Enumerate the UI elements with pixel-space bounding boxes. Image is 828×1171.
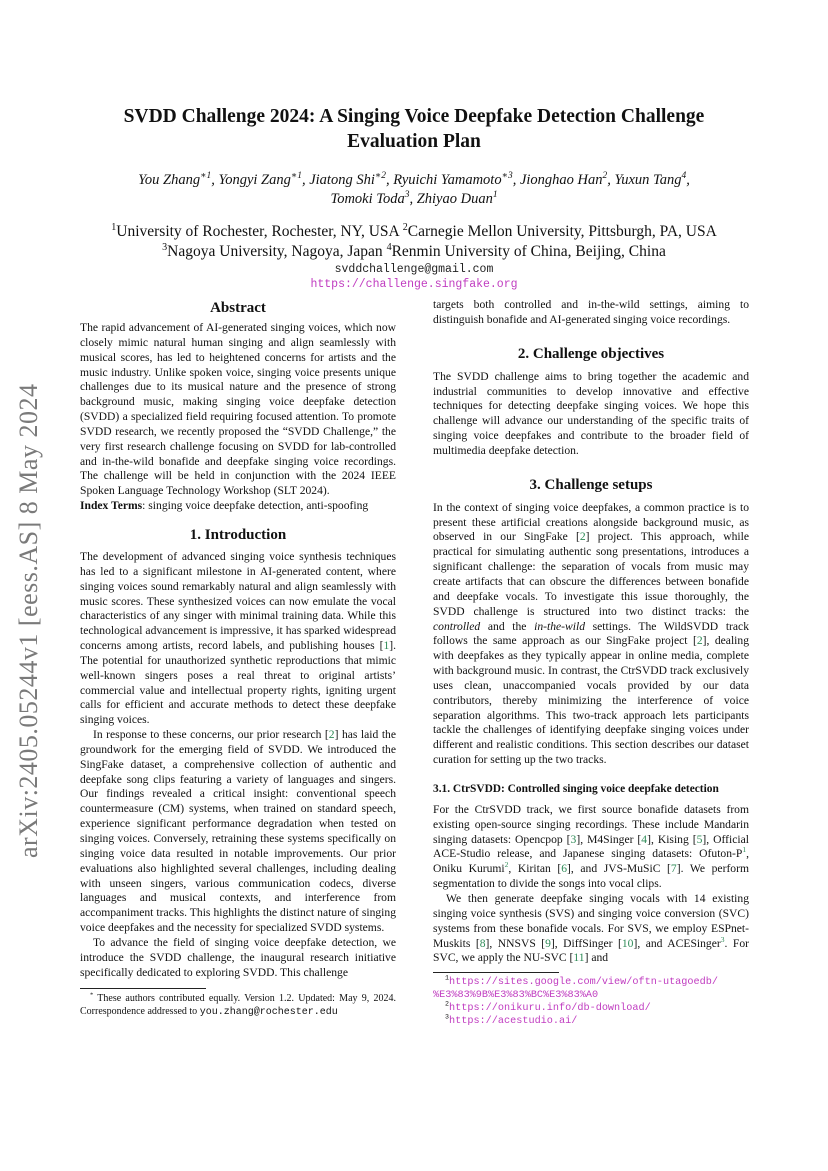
intro-paragraph: In response to these concerns, our prior research [2] has laid the groundwork for the emerging field of SVDD. We introduced the SingFake dataset, a comprehensive collection of authentic and deepfake song clips featuring a variety of languages and singers. Our findings revealed a critical insight: conventional speech countermeasure (CM) systems, when trained on standard speech, experience significant performance degradation when tested on singing voices. Conversely, retraining these systems specifically on singing voice data resulted in notable improvements. Our prior evaluations also highlighted several challenges, including dealing with unseen singers, various communication codecs, diverse languages and musical contexts, and interference from accompaniment tracks. This highlights the distinct nature of singing voice deepfakes and the necessity for specialized SVDD systems. <box>80 728 396 935</box>
citation-link[interactable]: 9 <box>545 936 551 950</box>
affiliation: Nagoya University, Nagoya, Japan <box>167 243 383 260</box>
author: Zhiyao Duan <box>416 191 493 207</box>
paper-title: SVDD Challenge 2024: A Singing Voice Deepfake Detection Challenge Evaluation Plan <box>123 106 705 152</box>
author: Jiatong Shi <box>309 172 375 188</box>
affiliation: Carnegie Mellon University, Pittsburgh, PA, USA <box>407 223 717 240</box>
footnote-authors: * These authors contributed equally. Version 1.2. Updated: May 9, 2024. Correspondence addressed to you.zhang@rochester.edu <box>80 992 396 1019</box>
footnote-rule <box>80 988 206 989</box>
author-list: You Zhang$^{∗1}$, Yongyi Zang$^{∗1}$, Jiatong Shi$^{∗2}$, Ryuichi Yamamoto$^{∗3}$, Jionghao Han$^2$, Yuxun Tang$^4$, Tomoki Toda$^3$, Zhiyao Duan$^1$ <box>138 171 690 207</box>
citation-link[interactable]: 2 <box>696 634 703 648</box>
contact-email: svddchallenge@gmail.com <box>334 263 494 276</box>
setups-text: In the context of singing voice deepfakes, a common practice is to present these artificial creations alongside background music, as observed in our SingFake [2] project. This approach, while practical for simulating authentic song presentations, introduces a significant challenge: the separation of vocals from music may create artifacts that can obscure the differences between bonafide and deepfake vocals. To investigate this issue thoroughly, the SVDD challenge is structured into two distinct tracks: the controlled and the in-the-wild settings. The WildSVDD track follows the same approach as our SingFake project [2], dealing with deepfakes as they typically appear in online media, complete with background music. In contrast, the CtrSVDD track exclusively uses clean, unaccompanied vocals provided by our data contributors, thereby minimizing the interference of voice separation algorithms. This two-track approach lets participants tackle the challenges of identifying deepfake singing voices under different and realistic conditions. This section describes our dataset curation for setting up the two tracks. <box>433 500 749 767</box>
footnote-rule <box>433 972 559 973</box>
citation-link[interactable]: 2 <box>579 530 586 544</box>
footnote-url-continuation[interactable]: %E3%83%9B%E3%83%BC%E3%83%A0 <box>433 990 599 1002</box>
setups-heading: 3. Challenge setups <box>529 476 653 493</box>
footnote-ref[interactable]: 1 <box>742 845 747 855</box>
arxiv-identifier: arXiv:2405.05244v1 [eess.AS] 8 May 2024 <box>14 383 43 858</box>
citation-link[interactable]: 1 <box>383 639 390 653</box>
abstract-text: The rapid advancement of AI-generated singing voices, which now closely mimic natural human singing and align seamlessly with musical scores, has led to heightened concerns for artists and the music industry. Unlike spoken voice, singing voice presents unique challenges due to its musical nature and the presence of strong background music, making singing voice deepfake detection (SVDD) a specialized field requiring focused attention. To promote SVDD research, we recently proposed the “SVDD Challenge,” the very first research challenge focusing on SVDD for lab-controlled and in-the-wild bonafide and deepfake singing voice recordings. The challenge will be held in conjunction with the 2024 IEEE Spoken Language Technology Workshop (SLT 2024). <box>80 321 396 498</box>
author-mark: ∗1 <box>290 171 302 182</box>
citation-link[interactable]: 6 <box>561 862 568 876</box>
left-column <box>80 298 396 1020</box>
citation-link[interactable]: 3 <box>570 832 577 846</box>
footnotes <box>433 973 749 1028</box>
abstract-heading: Abstract <box>210 300 266 316</box>
intro-paragraph: The development of advanced singing voice synthesis techniques has led to a significant milestone in AI-generated content, where singing voices sound remarkably natural and align seamlessly with music scores. These synthesized voices can now emulate the vocal characteristics of any singer with minimal training data. While this technological advancement is impressive, it has sparked widespread concerns among artists, record labels, and publishing houses [1]. The potential for unauthorized synthetic reproductions that mimic well-known singers poses a real threat to original artists’ commercial value and intellectual property rights, igniting urgent calls for efficient and accurate methods to detect these deepfake singing voices. <box>80 549 396 727</box>
intro-paragraph: To advance the field of singing voice deepfake detection, we introduce the SVDD challenge, the inaugural research initiative specifically dedicated to exploring SVDD. This challenge <box>80 935 396 979</box>
footnote-ref[interactable]: 3 <box>720 934 725 944</box>
author: Tomoki Toda <box>330 191 405 207</box>
author-mark: ∗2 <box>374 171 386 182</box>
footnote-ref[interactable]: 2 <box>504 860 509 870</box>
citation-link[interactable]: 11 <box>573 951 585 965</box>
objectives-text: The SVDD challenge aims to bring together the academic and industrial communities to develop innovative and effective techniques for detecting deepfake singing voices. We hope this challenge will advance our understanding of the specific traits of singing voice deepfakes and contribute to the broader field of multimedia deepfake detection. <box>433 369 749 457</box>
author: Ryuichi Yamamoto <box>393 172 502 188</box>
right-continuation: targets both controlled and in-the-wild settings, aiming to distinguish bonafide and AI-generated singing voice recordings. <box>433 298 749 326</box>
author-mark: ∗3 <box>501 171 513 182</box>
citation-link[interactable]: 4 <box>641 832 648 846</box>
author: You Zhang <box>138 172 201 188</box>
author-mark: 4 <box>681 171 687 182</box>
citation-link[interactable]: 10 <box>621 936 634 950</box>
footnote-url[interactable]: $^1$https://sites.google.com/view/oftn-utagoedb/ <box>445 973 718 989</box>
author-mark: 1 <box>492 190 498 201</box>
author: Yuxun Tang <box>614 172 682 188</box>
author: Yongyi Zang <box>218 172 291 188</box>
footnote-url[interactable]: $^3$https://acestudio.ai/ <box>445 1012 578 1028</box>
author-mark: 3 <box>404 190 410 201</box>
objectives-heading: 2. Challenge objectives <box>517 345 665 362</box>
affiliation: Renmin University of China, Beijing, China <box>391 243 666 260</box>
citation-link[interactable]: 8 <box>479 936 486 950</box>
footnote-url[interactable]: $^2$https://onikuru.info/db-download/ <box>445 999 651 1015</box>
challenge-website-link[interactable]: https://challenge.singfake.org <box>310 278 518 291</box>
intro-heading: 1. Introduction <box>189 526 287 543</box>
affiliation: University of Rochester, Rochester, NY, USA <box>116 223 399 240</box>
correspondence-email: you.zhang@rochester.edu <box>199 1007 338 1019</box>
author-mark: ∗1 <box>200 171 212 182</box>
author-mark: 2 <box>602 171 608 182</box>
right-column <box>433 298 749 1028</box>
ctrsvdd-heading: 3.1. CtrSVDD: Controlled singing voice deepfake detection <box>433 782 719 795</box>
citation-link[interactable]: 7 <box>670 862 677 876</box>
affiliations: $^1$University of Rochester, Rochester, NY, USA $^2$Carnegie Mellon University, Pittsburgh, PA, USA $^3$Nagoya University, Nagoya, Japan $^4$Renmin University of China, Beijing, China <box>111 221 717 260</box>
ctrsvdd-paragraph: We then generate deepfake singing vocals with 14 existing singing voice synthesis (SVS) and singing voice conversion (SVC) systems from these bonafide vocals. For SVS, we employ ESPnet-Muskits [8], NNSVS [9], DiffSinger [10], and ACESinger$^3$. For SVC, we apply the NU-SVC [11] and <box>433 892 749 965</box>
author: Jionghao Han <box>519 172 603 188</box>
index-terms: Index Terms: singing voice deepfake detection, anti-spoofing <box>80 499 369 513</box>
citation-link[interactable]: 2 <box>328 728 335 742</box>
ctrsvdd-paragraph: For the CtrSVDD track, we first source bonafide datasets from existing open-source singing recordings. These include Mandarin singing datasets: Opencpop [3], M4Singer [4], Kising [5], Official ACE-Studio release, and Japanese singing datasets: Ofuton-P$^1$, Oniku Kurumi$^2$, Kiritan [6], and JVS-MuSiC [7]. We perform segmentation to divide the songs into vocal clips. <box>433 802 749 891</box>
citation-link[interactable]: 5 <box>696 832 703 846</box>
